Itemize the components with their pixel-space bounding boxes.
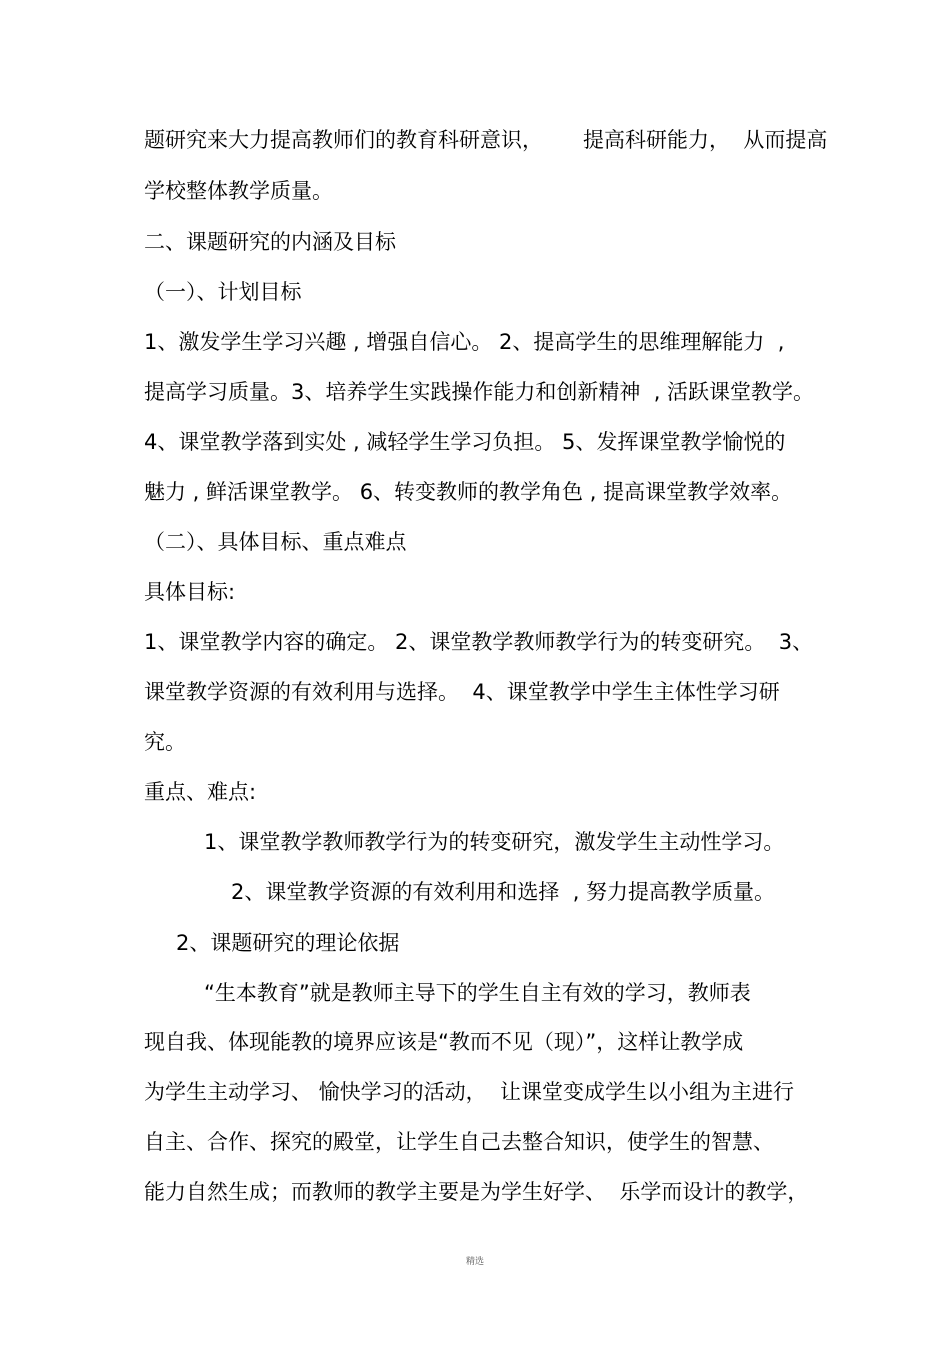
section-heading: 2、课题研究的理论依据: [176, 931, 400, 955]
text-line: 为学生主动学习、 愉快学习的活动， 让课堂变成学生以小组为主进行: [144, 1080, 795, 1104]
text-line: 1、课堂教学教师教学行为的转变研究，激发学生主动性学习。: [204, 830, 785, 854]
text-line: 能力自然生成；而教师的教学主要是为学生好学、 乐学而设计的教学，: [144, 1180, 809, 1204]
text-line: 学校整体教学质量。: [144, 179, 333, 203]
text-line: 魅力 , 鲜活课堂教学。 6、转变教师的教学角色 , 提高课堂教学效率。: [144, 480, 793, 504]
text-line: 1、课堂教学内容的确定。 2、课堂教学教师教学行为的转变研究。 3、: [144, 630, 814, 654]
text-line: 题研究来大力提高教师们的教育科研意识， 提高科研能力， 从而提高: [144, 128, 828, 152]
text-line: 现自我、体现能教的境界应该是“教而不见（现）”，这样让教学成: [144, 1030, 744, 1054]
text-line: 究。: [144, 730, 186, 754]
text-line: 课堂教学资源的有效利用与选择。 4、课堂教学中学生主体性学习研: [144, 680, 780, 704]
page-footer: 精选: [465, 1257, 484, 1267]
subsection-heading: （二）、具体目标、重点难点: [144, 530, 407, 554]
section-heading: 二、课题研究的内涵及目标: [144, 230, 396, 254]
text-line: 具体目标:: [144, 580, 236, 604]
text-line: 重点、难点:: [144, 780, 257, 804]
text-line: 提高学习质量。3、培养学生实践操作能力和创新精神 , 活跃课堂教学。: [144, 380, 815, 404]
text-line: 2、课堂教学资源的有效利用和选择 , 努力提高教学质量。: [231, 880, 776, 904]
subsection-heading: （一）、计划目标: [144, 280, 302, 304]
text-line: “生本教育”就是教师主导下的学生自主有效的学习，教师表: [204, 981, 751, 1005]
text-line: 1、激发学生学习兴趣 , 增强自信心。 2、提高学生的思维理解能力 ,: [144, 330, 785, 354]
text-line: 4、课堂教学落到实处 , 减轻学生学习负担。 5、发挥课堂教学愉悦的: [144, 430, 786, 454]
text-line: 自主、合作、探究的殿堂，让学生自己去整合知识，使学生的智慧、: [144, 1130, 774, 1154]
